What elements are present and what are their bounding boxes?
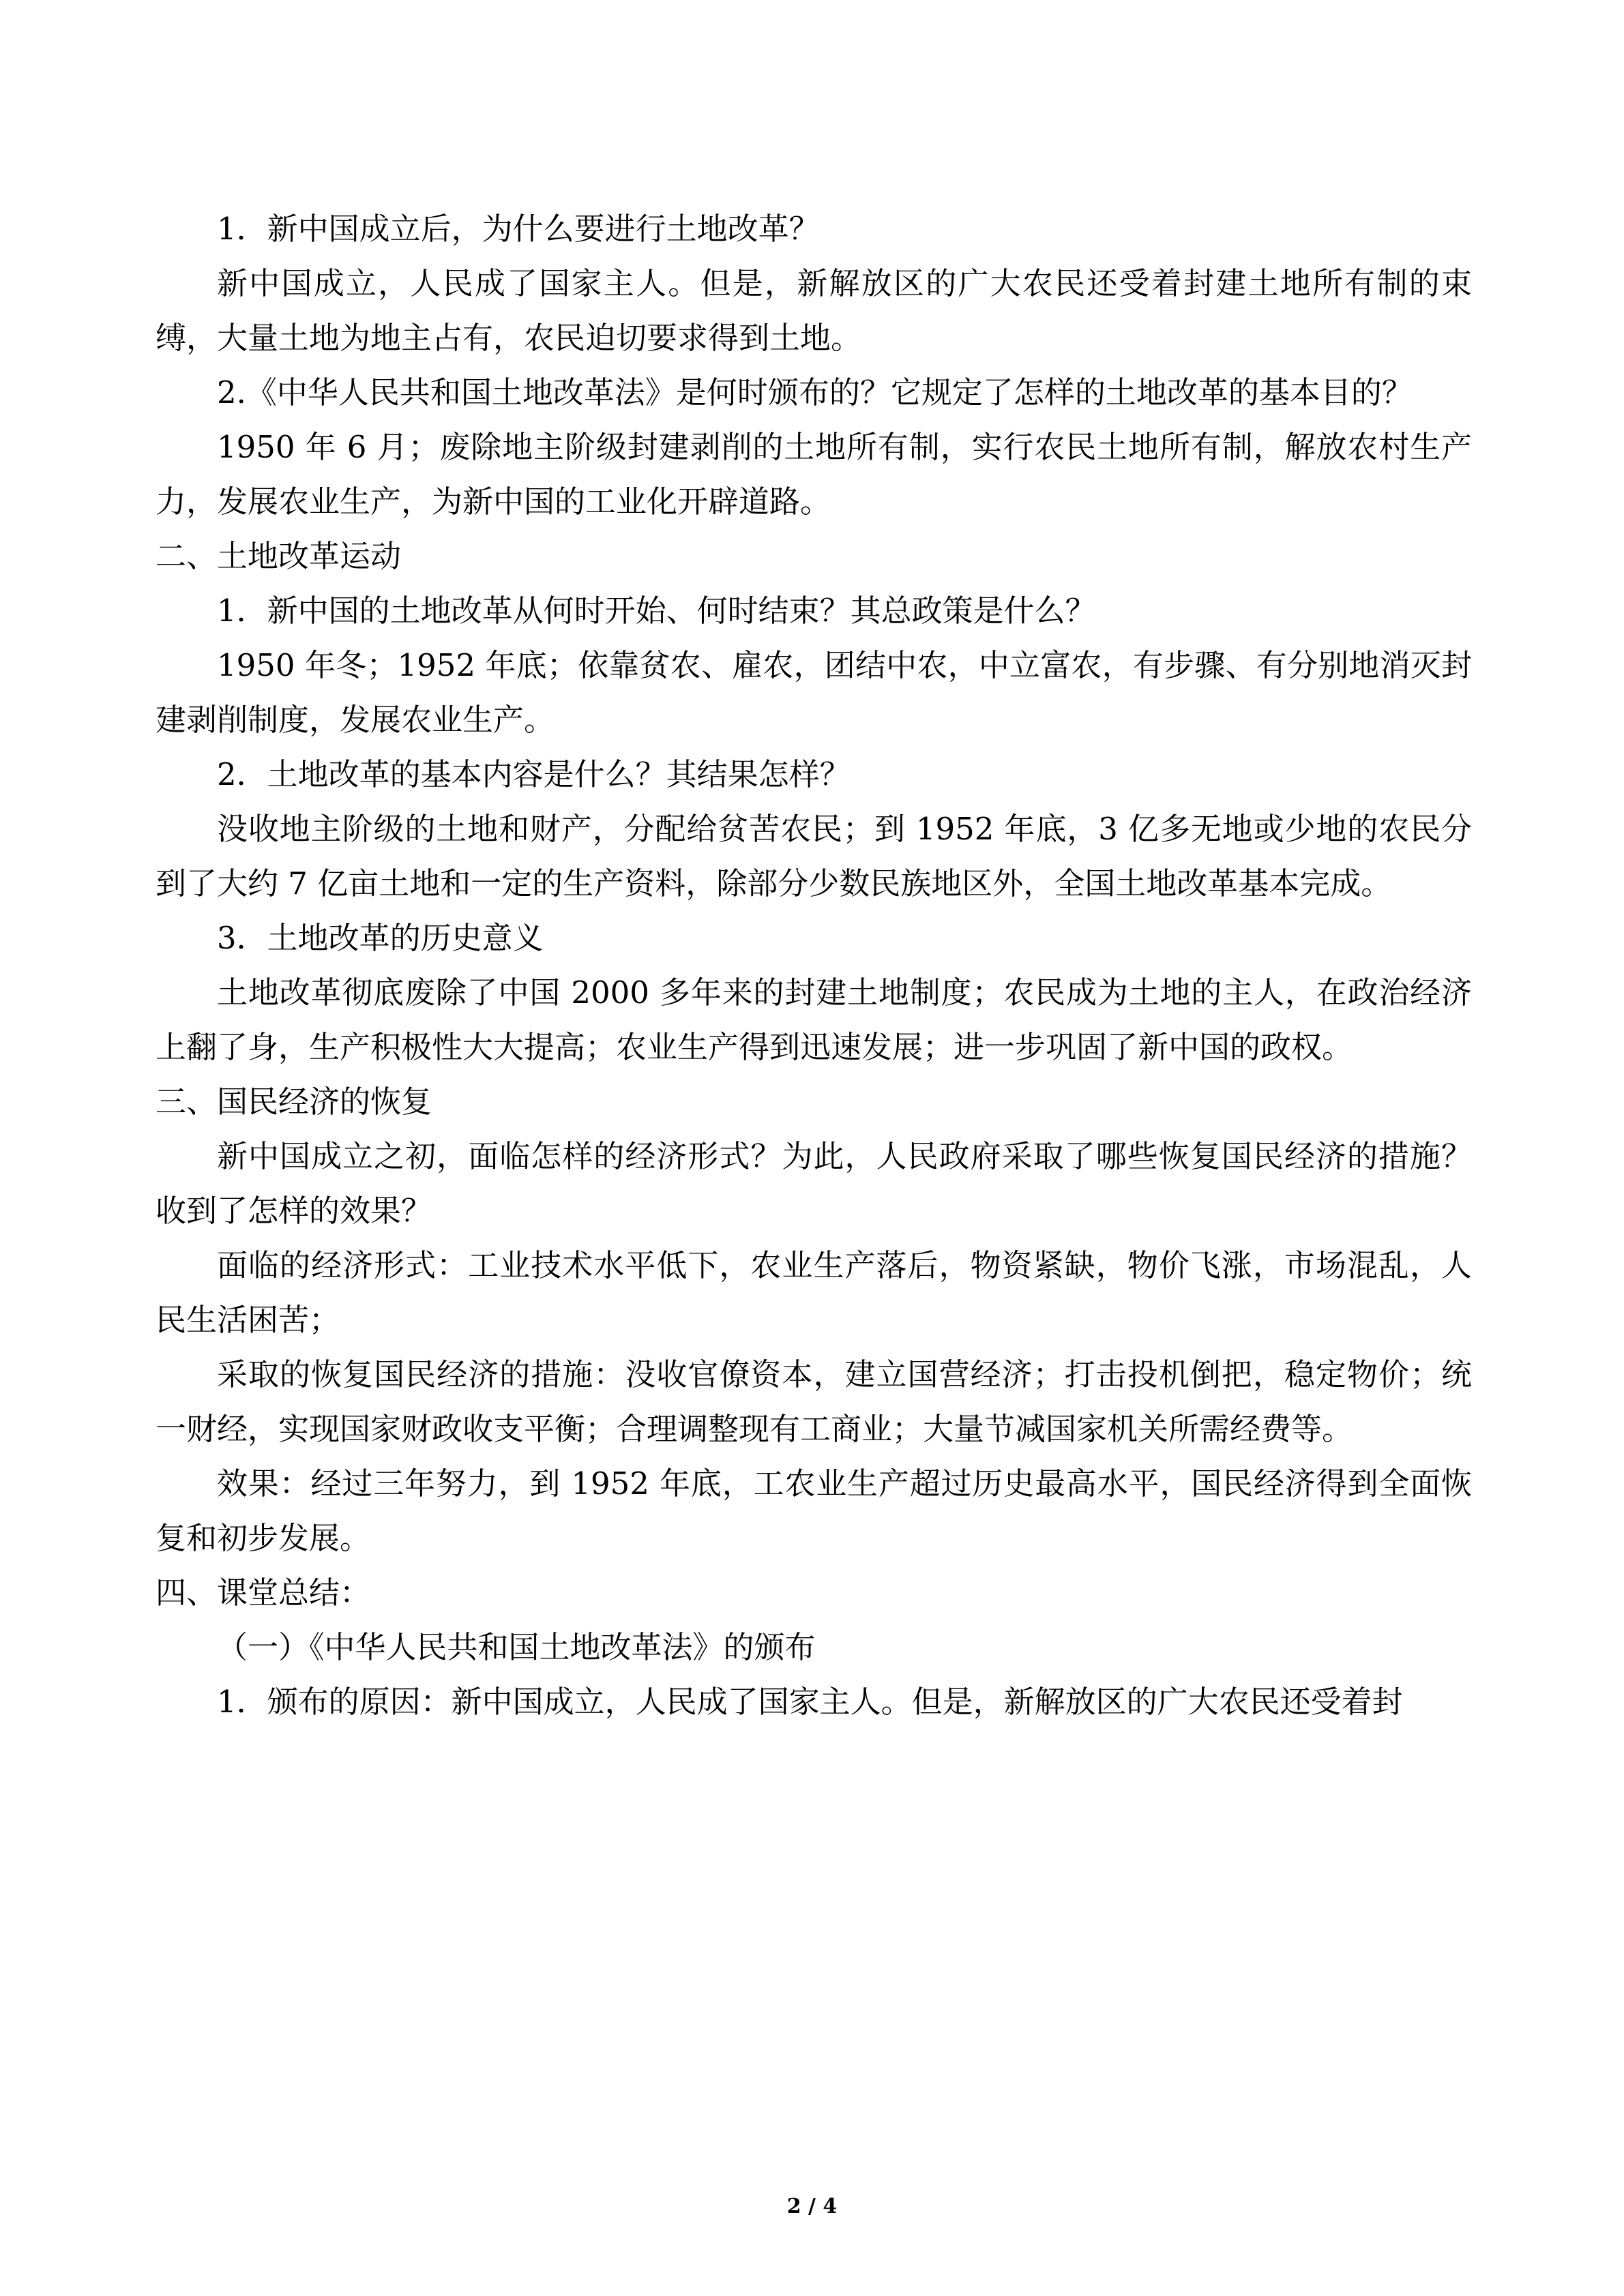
- document-body: [156, 202, 1472, 1729]
- answer-2: 1950 年 6 月；废除地主阶级封建剥削的土地所有制，实行农民土地所有制，解放农村生产力，发展农业生产，为新中国的工业化开辟道路。: [156, 429, 1472, 520]
- answer-5: 土地改革彻底废除了中国 2000 多年来的封建土地制度；农民成为土地的主人，在政治经济上翻了身，生产积极性大大提高；农业生产得到迅速发展；进一步巩固了新中国的政权。: [156, 974, 1472, 1065]
- summary-subheading-1: （一）《中华人民共和国土地改革法》的颁布: [217, 1629, 816, 1665]
- summary-item-1: 1．颁布的原因：新中国成立，人民成了国家主人。但是，新解放区的广大农民还受着封: [217, 1684, 1403, 1720]
- answer-1: 新中国成立，人民成了国家主人。但是，新解放区的广大农民还受着封建土地所有制的束缚，大量土地为地主占有，农民迫切要求得到土地。: [156, 265, 1472, 356]
- answer-6-situation: 面临的经济形式：工业技术水平低下，农业生产落后，物资紧缺，物价飞涨，市场混乱，人民生活困苦；: [156, 1247, 1472, 1338]
- answer-3: 1950 年冬；1952 年底；依靠贫农、雇农，团结中农，中立富农，有步骤、有分别地消灭封建剥削制度，发展农业生产。: [156, 647, 1472, 738]
- page-number: 2 / 4: [786, 2194, 838, 2218]
- section-heading-summary: 四、课堂总结：: [156, 1575, 371, 1611]
- section-heading-economic-recovery: 三、国民经济的恢复: [156, 1084, 432, 1120]
- section-heading-land-reform-movement: 二、土地改革运动: [156, 538, 402, 574]
- answer-6-effect: 效果：经过三年努力，到 1952 年底，工农业生产超过历史最高水平，国民经济得到全面恢复和初步发展。: [156, 1465, 1472, 1556]
- question-5-historical-significance: 3．土地改革的历史意义: [217, 920, 544, 956]
- question-4-reform-content: 2．土地改革的基本内容是什么？其结果怎样？: [217, 756, 851, 792]
- question-3-reform-timeline: 1．新中国的土地改革从何时开始、何时结束？其总政策是什么？: [217, 593, 1096, 629]
- answer-4: 没收地主阶级的土地和财产，分配给贫苦农民；到 1952 年底，3 亿多无地或少地的农民分到了大约 7 亿亩土地和一定的生产资料，除部分少数民族地区外，全国土地改革基本完成。: [156, 811, 1472, 901]
- question-1-reason-for-land-reform: 1．新中国成立后，为什么要进行土地改革？: [217, 211, 820, 247]
- question-6-economic-situation: 新中国成立之初，面临怎样的经济形式？为此，人民政府采取了哪些恢复国民经济的措施？收到了怎样的效果？: [156, 1138, 1472, 1229]
- question-2-land-reform-law: 2.《中华人民共和国土地改革法》是何时颁布的？它规定了怎样的土地改革的基本目的？: [217, 374, 1413, 411]
- answer-6-measures: 采取的恢复国民经济的措施：没收官僚资本，建立国营经济；打击投机倒把，稳定物价；统一财经，实现国家财政收支平衡；合理调整现有工商业；大量节减国家机关所需经费等。: [156, 1356, 1472, 1447]
